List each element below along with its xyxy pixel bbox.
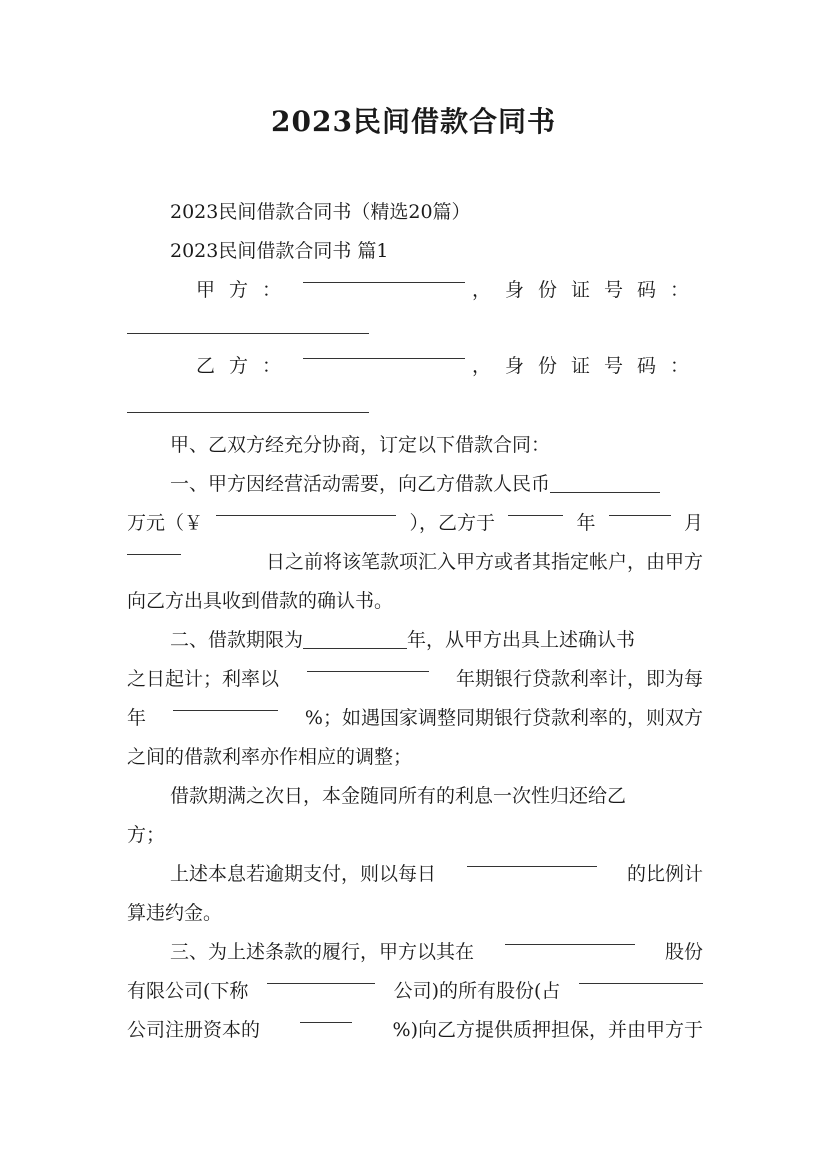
penalty-text-a: 上述本息若逾期支付，则以每日 xyxy=(170,863,437,885)
annual-rate-blank[interactable] xyxy=(173,709,278,711)
section-heading: 2023民间借款合同书 篇1 xyxy=(170,240,389,262)
clause3-line2 xyxy=(127,982,703,1001)
clause3-line1 xyxy=(170,943,703,962)
penalty-rate-blank[interactable] xyxy=(467,865,597,867)
clause2-line4: 之间的借款利率亦作相应的调整； xyxy=(127,746,413,768)
clause2-line3 xyxy=(127,709,703,728)
loan-amount-blank[interactable] xyxy=(550,491,660,493)
clause3-text-b: 股份 xyxy=(664,941,703,963)
party-a-name-blank[interactable] xyxy=(303,281,465,283)
clause3-text-d: 公司)的所有股份(占 xyxy=(393,980,561,1002)
party-a-id-blank[interactable] xyxy=(127,333,369,334)
clause3-text-a: 三、为上述条款的履行，甲方以其在 xyxy=(170,941,475,963)
clause1-line1 xyxy=(170,475,703,494)
share-percent-blank[interactable] xyxy=(579,982,703,984)
clause1-line2 xyxy=(127,514,703,533)
party-a-label: 甲方： xyxy=(196,279,296,301)
clause2-text-a: 二、借款期限为 xyxy=(170,629,304,651)
clause1-text-f: 日之前将该笔款项汇入甲方或者其指定帐户，由甲方 xyxy=(265,551,703,573)
company-short-name-blank[interactable] xyxy=(267,982,375,984)
clause2-line2 xyxy=(127,670,703,689)
clause1-text-e: 月 xyxy=(683,512,703,534)
document-title: 2023民间借款合同书 xyxy=(271,105,556,138)
capital-percent-blank[interactable] xyxy=(300,1021,352,1023)
clause3-text-f: %)向乙方提供质押担保，并由甲方于 xyxy=(392,1019,703,1041)
rate-term-blank[interactable] xyxy=(307,670,429,672)
loan-term-blank[interactable] xyxy=(303,647,407,649)
penalty-text-b: 的比例计 xyxy=(626,863,703,885)
clause3-line3 xyxy=(127,1021,703,1040)
clause2-text-c: 之日起计；利率以 xyxy=(127,668,280,690)
clause2-text-e: 年 xyxy=(127,707,147,729)
party-b-line xyxy=(196,357,703,376)
clause1-text-a: 一、甲方因经营活动需要，向乙方借款人民币 xyxy=(170,473,551,495)
subtitle: 2023民间借款合同书（精选20篇） xyxy=(170,201,471,223)
clause1-text-c: ），乙方于 xyxy=(409,512,495,534)
repayment-line1: 借款期满之次日，本金随同所有的利息一次性归还给乙 xyxy=(170,785,627,807)
clause3-text-e: 公司注册资本的 xyxy=(127,1019,261,1041)
clause1-line3 xyxy=(127,553,703,572)
clause1-text-b: 万元（￥ xyxy=(127,512,204,534)
month-blank[interactable] xyxy=(609,514,671,516)
repayment-line2: 方； xyxy=(127,824,166,846)
year-blank[interactable] xyxy=(508,514,563,516)
party-b-name-blank[interactable] xyxy=(303,357,465,359)
day-blank[interactable] xyxy=(127,553,181,555)
penalty-line2: 算违约金。 xyxy=(127,902,223,924)
clause2-text-d: 年期银行贷款利率计，即为每 xyxy=(455,668,703,690)
party-b-id-blank[interactable] xyxy=(127,412,369,413)
clause1-line4: 向乙方出具收到借款的确认书。 xyxy=(127,590,394,612)
clause1-text-d: 年 xyxy=(576,512,596,534)
party-a-line xyxy=(196,281,703,300)
amount-figures-blank[interactable] xyxy=(216,514,396,516)
penalty-line1 xyxy=(170,865,703,884)
clause2-text-f: %；如遇国家调整同期银行贷款利率的，则双方 xyxy=(304,707,703,729)
party-b-label: 乙方： xyxy=(196,355,296,377)
clause2-line1 xyxy=(170,631,703,650)
clause3-text-c: 有限公司(下称 xyxy=(127,980,249,1002)
intro-paragraph: 甲、乙双方经充分协商，订定以下借款合同： xyxy=(170,434,551,456)
clause2-text-b: 年，从甲方出具上述确认书 xyxy=(407,629,636,651)
company-name-blank[interactable] xyxy=(505,943,635,945)
party-b-id-label: ，身份证号码： xyxy=(471,355,703,377)
party-a-id-label: ，身份证号码： xyxy=(471,279,703,301)
